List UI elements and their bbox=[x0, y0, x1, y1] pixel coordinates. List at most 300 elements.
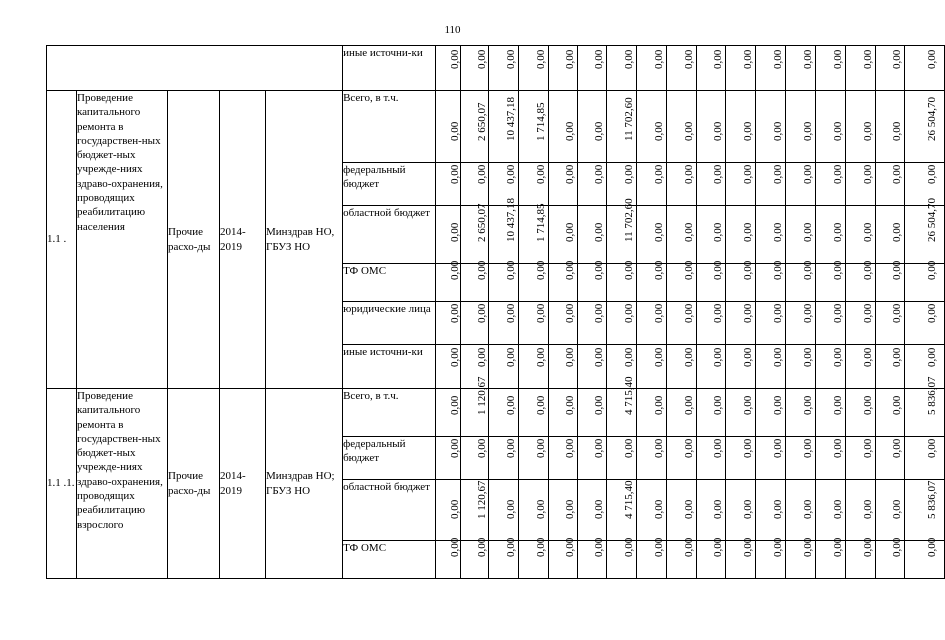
value-cell bbox=[876, 260, 905, 302]
funding-source: юридические лица bbox=[343, 302, 436, 345]
value-text: 0,00 bbox=[449, 49, 462, 69]
value-text: 0,00 bbox=[622, 49, 635, 69]
value-text: 0,00 bbox=[831, 260, 844, 280]
value-cell bbox=[786, 206, 816, 264]
value-cell bbox=[846, 302, 876, 345]
value-text: 0,00 bbox=[449, 347, 462, 367]
value-cell bbox=[846, 206, 876, 264]
value-text: 0,00 bbox=[504, 537, 517, 557]
value-text: 0,00 bbox=[682, 222, 695, 242]
value-cell bbox=[697, 345, 726, 389]
value-text: 0,00 bbox=[475, 260, 488, 280]
value-cell bbox=[726, 163, 756, 206]
value-text: 0,00 bbox=[534, 303, 547, 323]
value-text: 10 437,18 bbox=[504, 197, 517, 242]
value-text: 0,00 bbox=[801, 260, 814, 280]
value-text: 0,00 bbox=[449, 164, 462, 184]
period: 2014-2019 bbox=[220, 389, 266, 579]
value-cell bbox=[436, 163, 461, 206]
value-cell bbox=[637, 480, 667, 541]
value-text: 0,00 bbox=[564, 347, 577, 367]
value-cell bbox=[667, 389, 697, 437]
value-text: 5 836,07 bbox=[925, 480, 938, 519]
table-row bbox=[47, 389, 945, 437]
value-cell bbox=[756, 163, 786, 206]
value-text: 0,00 bbox=[593, 49, 606, 69]
value-text: 0,00 bbox=[891, 395, 904, 415]
value-text: 0,00 bbox=[652, 303, 665, 323]
value-text: 0,00 bbox=[475, 347, 488, 367]
value-text: 0,00 bbox=[564, 537, 577, 557]
value-cell bbox=[756, 260, 786, 302]
value-cell bbox=[489, 91, 519, 163]
value-cell bbox=[607, 302, 637, 345]
value-text: 0,00 bbox=[652, 222, 665, 242]
value-text: 0,00 bbox=[622, 260, 635, 280]
value-text: 0,00 bbox=[801, 121, 814, 141]
value-cell bbox=[816, 260, 846, 302]
value-cell bbox=[905, 537, 945, 579]
value-text: 0,00 bbox=[534, 395, 547, 415]
value-text: 0,00 bbox=[682, 260, 695, 280]
value-cell bbox=[667, 260, 697, 302]
value-cell bbox=[489, 437, 519, 480]
value-cell bbox=[697, 302, 726, 345]
value-cell bbox=[846, 537, 876, 579]
value-cell bbox=[905, 46, 945, 91]
value-cell bbox=[756, 437, 786, 480]
value-text: 0,00 bbox=[593, 438, 606, 458]
value-text: 0,00 bbox=[801, 222, 814, 242]
value-cell bbox=[461, 537, 489, 579]
value-cell bbox=[786, 260, 816, 302]
value-text: 0,00 bbox=[504, 260, 517, 280]
value-text: 0,00 bbox=[652, 164, 665, 184]
value-text: 0,00 bbox=[831, 49, 844, 69]
value-text: 0,00 bbox=[712, 303, 725, 323]
value-cell bbox=[756, 480, 786, 541]
value-text: 0,00 bbox=[449, 260, 462, 280]
value-cell bbox=[436, 302, 461, 345]
value-cell bbox=[549, 206, 578, 264]
value-text: 0,00 bbox=[831, 499, 844, 519]
value-cell bbox=[726, 91, 756, 163]
value-text: 0,00 bbox=[891, 222, 904, 242]
value-cell bbox=[905, 260, 945, 302]
value-cell bbox=[697, 389, 726, 437]
value-cell bbox=[461, 203, 489, 264]
value-cell bbox=[461, 376, 489, 437]
value-text: 0,00 bbox=[622, 537, 635, 557]
value-cell bbox=[578, 91, 607, 163]
value-cell bbox=[549, 260, 578, 302]
table-row bbox=[47, 91, 945, 163]
value-cell bbox=[461, 163, 489, 206]
value-cell bbox=[436, 480, 461, 541]
value-cell bbox=[816, 537, 846, 579]
value-text: 0,00 bbox=[925, 164, 938, 184]
value-text: 0,00 bbox=[682, 121, 695, 141]
value-text: 0,00 bbox=[771, 537, 784, 557]
value-cell bbox=[637, 91, 667, 163]
value-text: 0,00 bbox=[475, 164, 488, 184]
value-text: 0,00 bbox=[564, 303, 577, 323]
value-cell bbox=[549, 46, 578, 91]
value-cell bbox=[726, 302, 756, 345]
value-cell bbox=[578, 302, 607, 345]
value-cell bbox=[637, 206, 667, 264]
value-cell bbox=[461, 302, 489, 345]
value-text: 1 120,67 bbox=[475, 480, 488, 519]
value-cell bbox=[578, 437, 607, 480]
value-text: 0,00 bbox=[564, 121, 577, 141]
value-text: 0,00 bbox=[741, 303, 754, 323]
value-text: 0,00 bbox=[741, 260, 754, 280]
value-text: 0,00 bbox=[682, 164, 695, 184]
value-text: 0,00 bbox=[801, 164, 814, 184]
value-cell bbox=[549, 389, 578, 437]
value-cell bbox=[637, 260, 667, 302]
value-cell bbox=[697, 91, 726, 163]
value-cell bbox=[756, 345, 786, 389]
value-cell bbox=[786, 345, 816, 389]
value-cell bbox=[519, 302, 549, 345]
value-cell bbox=[549, 480, 578, 541]
value-cell bbox=[756, 537, 786, 579]
page-number: 110 bbox=[444, 24, 461, 36]
value-cell bbox=[816, 302, 846, 345]
value-cell bbox=[846, 437, 876, 480]
value-text: 1 714,85 bbox=[534, 102, 547, 141]
value-text: 0,00 bbox=[891, 347, 904, 367]
value-cell bbox=[578, 345, 607, 389]
value-text: 0,00 bbox=[593, 499, 606, 519]
value-cell bbox=[846, 345, 876, 389]
value-text: 0,00 bbox=[891, 260, 904, 280]
value-text: 0,00 bbox=[475, 537, 488, 557]
value-text: 0,00 bbox=[771, 121, 784, 141]
value-text: 0,00 bbox=[801, 499, 814, 519]
value-text: 0,00 bbox=[593, 222, 606, 242]
value-text: 0,00 bbox=[861, 347, 874, 367]
value-text: 26 504,70 bbox=[925, 197, 938, 242]
value-text: 0,00 bbox=[652, 395, 665, 415]
value-cell bbox=[786, 389, 816, 437]
value-cell bbox=[846, 480, 876, 541]
value-text: 0,00 bbox=[801, 347, 814, 367]
value-text: 0,00 bbox=[925, 438, 938, 458]
value-text: 0,00 bbox=[564, 260, 577, 280]
value-text: 0,00 bbox=[564, 164, 577, 184]
value-cell bbox=[667, 91, 697, 163]
value-text: 0,00 bbox=[831, 347, 844, 367]
value-text: 0,00 bbox=[771, 303, 784, 323]
value-text: 0,00 bbox=[504, 438, 517, 458]
value-text: 0,00 bbox=[891, 303, 904, 323]
value-cell bbox=[786, 302, 816, 345]
value-text: 0,00 bbox=[449, 303, 462, 323]
value-text: 0,00 bbox=[891, 499, 904, 519]
value-cell bbox=[637, 163, 667, 206]
value-cell bbox=[876, 345, 905, 389]
value-cell bbox=[436, 260, 462, 302]
value-cell bbox=[607, 437, 637, 480]
value-text: 0,00 bbox=[622, 164, 635, 184]
value-text: 0,00 bbox=[652, 499, 665, 519]
value-text: 4 715,40 bbox=[622, 376, 635, 415]
value-text: 0,00 bbox=[593, 260, 606, 280]
value-cell bbox=[756, 206, 786, 264]
value-text: 0,00 bbox=[891, 49, 904, 69]
value-text: 0,00 bbox=[801, 303, 814, 323]
value-cell bbox=[905, 91, 945, 163]
value-text: 11 702,60 bbox=[622, 97, 635, 141]
value-text: 0,00 bbox=[712, 222, 725, 242]
value-cell bbox=[489, 480, 519, 541]
value-cell bbox=[876, 206, 905, 264]
value-cell bbox=[607, 480, 637, 541]
value-cell bbox=[667, 302, 697, 345]
value-text: 0,00 bbox=[449, 222, 462, 242]
value-text: 0,00 bbox=[564, 395, 577, 415]
value-cell bbox=[489, 46, 519, 91]
value-text: 0,00 bbox=[475, 438, 488, 458]
value-text: 0,00 bbox=[741, 395, 754, 415]
value-text: 0,00 bbox=[925, 347, 938, 367]
value-text: 10 437,18 bbox=[504, 96, 517, 141]
value-text: 0,00 bbox=[861, 260, 874, 280]
value-text: 1 120,67 bbox=[475, 376, 488, 415]
value-cell bbox=[726, 389, 756, 437]
value-text: 0,00 bbox=[682, 303, 695, 323]
value-cell bbox=[489, 537, 519, 579]
value-cell bbox=[786, 437, 816, 480]
value-text: 0,00 bbox=[831, 438, 844, 458]
value-cell bbox=[578, 537, 607, 579]
value-cell bbox=[549, 345, 578, 389]
value-text: 0,00 bbox=[712, 260, 725, 280]
value-text: 0,00 bbox=[534, 260, 547, 280]
value-cell bbox=[637, 437, 667, 480]
value-text: 0,00 bbox=[771, 222, 784, 242]
value-text: 0,00 bbox=[861, 164, 874, 184]
value-cell bbox=[489, 302, 519, 345]
value-text: 0,00 bbox=[449, 499, 462, 519]
value-cell bbox=[489, 345, 519, 389]
funding-source: федеральный бюджет bbox=[343, 163, 436, 206]
value-cell bbox=[697, 437, 726, 480]
value-text: 2 650,07 bbox=[475, 102, 488, 141]
value-cell bbox=[726, 480, 756, 541]
value-text: 0,00 bbox=[771, 49, 784, 69]
value-cell bbox=[697, 163, 726, 206]
value-text: 0,00 bbox=[861, 537, 874, 557]
value-cell bbox=[578, 389, 607, 437]
value-cell bbox=[905, 480, 945, 541]
value-text: 0,00 bbox=[861, 222, 874, 242]
expense-type: Прочие расхо-ды bbox=[168, 91, 220, 389]
value-cell bbox=[461, 480, 489, 541]
item-number: 1.1 . bbox=[47, 91, 77, 389]
value-cell bbox=[461, 91, 489, 163]
value-text: 0,00 bbox=[682, 438, 695, 458]
value-text: 0,00 bbox=[831, 303, 844, 323]
value-text: 0,00 bbox=[593, 121, 606, 141]
value-cell bbox=[637, 345, 667, 389]
value-cell bbox=[697, 46, 726, 91]
value-cell bbox=[489, 389, 519, 437]
value-text: 11 702,60 bbox=[622, 198, 635, 242]
value-text: 0,00 bbox=[449, 395, 462, 415]
value-cell bbox=[578, 46, 607, 91]
item-number: 1.1 .1. bbox=[47, 389, 77, 579]
value-text: 1 714,85 bbox=[534, 203, 547, 242]
funding-source: областной бюджет bbox=[343, 206, 436, 264]
value-cell bbox=[519, 437, 549, 480]
value-text: 0,00 bbox=[771, 395, 784, 415]
value-text: 0,00 bbox=[593, 303, 606, 323]
value-cell bbox=[726, 206, 756, 264]
value-text: 0,00 bbox=[564, 438, 577, 458]
value-cell bbox=[667, 480, 697, 541]
executor: Минздрав НО; ГБУЗ НО bbox=[266, 389, 343, 579]
funding-source: Всего, в т.ч. bbox=[343, 91, 436, 163]
value-cell bbox=[786, 46, 816, 91]
value-cell bbox=[756, 389, 786, 437]
value-text: 0,00 bbox=[534, 537, 547, 557]
value-cell bbox=[461, 437, 489, 480]
value-text: 0,00 bbox=[831, 537, 844, 557]
value-text: 0,00 bbox=[831, 121, 844, 141]
value-text: 0,00 bbox=[831, 222, 844, 242]
value-cell bbox=[519, 163, 549, 206]
value-cell bbox=[786, 537, 816, 579]
value-text: 26 504,70 bbox=[925, 96, 938, 141]
value-text: 0,00 bbox=[682, 395, 695, 415]
value-cell bbox=[697, 480, 726, 541]
funding-source: областной бюджет bbox=[343, 480, 436, 541]
value-cell bbox=[436, 91, 461, 163]
value-text: 4 715,40 bbox=[622, 480, 635, 519]
value-text: 0,00 bbox=[741, 537, 754, 557]
value-cell bbox=[816, 91, 846, 163]
value-text: 0,00 bbox=[771, 347, 784, 367]
value-cell bbox=[436, 345, 461, 389]
value-cell bbox=[726, 260, 756, 302]
value-text: 0,00 bbox=[831, 395, 844, 415]
budget-table bbox=[46, 45, 945, 579]
value-text: 0,00 bbox=[475, 303, 488, 323]
value-cell bbox=[876, 437, 905, 480]
funding-source: иные источни-ки bbox=[343, 345, 436, 389]
value-text: 0,00 bbox=[771, 260, 784, 280]
value-cell bbox=[667, 345, 697, 389]
value-cell bbox=[578, 260, 607, 302]
expense-type: Прочие расхо-ды bbox=[168, 389, 220, 579]
value-cell bbox=[905, 302, 945, 345]
value-cell bbox=[726, 46, 756, 91]
value-text: 0,00 bbox=[504, 303, 517, 323]
value-text: 0,00 bbox=[741, 222, 754, 242]
value-cell bbox=[905, 437, 945, 480]
value-cell bbox=[667, 206, 697, 264]
value-cell bbox=[697, 206, 726, 264]
value-cell bbox=[786, 91, 816, 163]
blank-merged-cell bbox=[47, 46, 343, 91]
period: 2014-2019 bbox=[220, 91, 266, 389]
executor: Минздрав НО, ГБУЗ НО bbox=[266, 91, 343, 389]
value-cell bbox=[519, 480, 549, 541]
value-cell bbox=[726, 437, 756, 480]
value-cell bbox=[816, 437, 846, 480]
funding-source: иные источни-ки bbox=[343, 46, 436, 91]
value-cell bbox=[519, 46, 549, 91]
value-cell bbox=[905, 376, 945, 437]
value-text: 0,00 bbox=[801, 49, 814, 69]
value-text: 0,00 bbox=[534, 164, 547, 184]
value-text: 0,00 bbox=[891, 438, 904, 458]
value-cell bbox=[549, 437, 578, 480]
value-cell bbox=[816, 345, 846, 389]
funding-source: Всего, в т.ч. bbox=[343, 389, 436, 437]
value-cell bbox=[436, 46, 461, 91]
value-cell bbox=[726, 345, 756, 389]
value-text: 0,00 bbox=[652, 347, 665, 367]
value-cell bbox=[846, 46, 876, 91]
value-text: 0,00 bbox=[861, 395, 874, 415]
value-text: 0,00 bbox=[593, 347, 606, 367]
value-cell bbox=[786, 480, 816, 541]
value-cell bbox=[816, 206, 846, 264]
value-cell bbox=[607, 260, 637, 302]
value-text: 0,00 bbox=[652, 438, 665, 458]
value-text: 0,00 bbox=[475, 49, 488, 69]
value-text: 0,00 bbox=[449, 537, 462, 557]
value-text: 0,00 bbox=[712, 395, 725, 415]
value-cell bbox=[489, 260, 519, 302]
value-text: 0,00 bbox=[449, 438, 462, 458]
value-cell bbox=[519, 345, 549, 389]
value-cell bbox=[667, 537, 697, 579]
value-cell bbox=[876, 537, 905, 579]
value-text: 0,00 bbox=[741, 438, 754, 458]
value-text: 0,00 bbox=[652, 49, 665, 69]
value-text: 0,00 bbox=[771, 164, 784, 184]
value-text: 0,00 bbox=[801, 537, 814, 557]
value-text: 0,00 bbox=[831, 164, 844, 184]
value-cell bbox=[436, 537, 462, 579]
value-cell bbox=[816, 46, 846, 91]
item-description: Проведение капитального ремонта в государствен-ных бюджет-ных учрежде-ниях здраво-охранения, проводящих реабилитацию населения bbox=[77, 91, 168, 389]
value-cell bbox=[637, 537, 667, 579]
value-cell bbox=[637, 302, 667, 345]
value-cell bbox=[519, 537, 549, 579]
value-text: 0,00 bbox=[712, 164, 725, 184]
value-text: 0,00 bbox=[712, 438, 725, 458]
value-text: 0,00 bbox=[861, 303, 874, 323]
value-cell bbox=[489, 197, 519, 264]
value-text: 0,00 bbox=[652, 537, 665, 557]
value-cell bbox=[607, 46, 637, 91]
table-row bbox=[47, 46, 945, 91]
value-cell bbox=[697, 537, 726, 579]
value-cell bbox=[436, 437, 461, 480]
funding-source: федеральный бюджет bbox=[343, 437, 436, 480]
value-text: 0,00 bbox=[564, 49, 577, 69]
value-cell bbox=[549, 91, 578, 163]
value-cell bbox=[519, 203, 549, 264]
value-cell bbox=[637, 46, 667, 91]
